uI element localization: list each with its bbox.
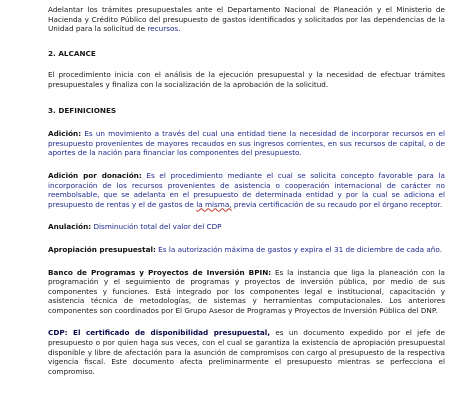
definition-term: Anulación: xyxy=(48,222,92,232)
definition-apropiacion-presupuestal xyxy=(48,245,445,255)
alcance-paragraph: El procedimiento inicia con el análisis de la ejecución presupuestal y la necesidad de efectuar trámites presupuestales y finaliza con la socialización de la aprobación de la solicitud. xyxy=(48,70,445,89)
definition-bpin xyxy=(48,268,445,316)
definition-text: Es el procedimiento mediante el cual se solicita concepto favorable para la incorporación de los recursos provenientes de asistencia o cooperación internacional de carácter no reembolsable, que se adelanta en el presupuesto de determinada entidad y por la cual se adiciona el presupuesto de rentas y el de gastos de xyxy=(48,170,445,209)
definition-text: Es la autorización máxima de gastos y expira el 31 de diciembre de cada año. xyxy=(155,244,443,254)
definition-anulacion xyxy=(48,222,445,232)
definition-text: es un documento expedido por el jefe de presupuesto o por quien haga sus veces, con el cual se garantiza la existencia de apropiación presupuestal disponible y libre de afectación para la asunción de compromisos con cargo al presupuesto de la respectiva vigencia fiscal. Este documento afecta preliminarmente el presupuesto mientras se perfecciona el compromiso. xyxy=(48,328,445,376)
document-page xyxy=(48,0,445,376)
definition-term: Apropiación presupuestal: xyxy=(48,244,156,254)
spellcheck-flagged-text: la misma, xyxy=(196,199,232,209)
definition-cdp xyxy=(48,328,445,376)
definition-adicion-por-donacion xyxy=(48,171,445,209)
definition-text: Disminución total del valor del CDP xyxy=(91,222,222,232)
section-heading-definiciones: 3. DEFINICIONES xyxy=(48,105,117,115)
intro-text-end: recursos. xyxy=(147,24,181,34)
definition-term: Banco de Programas y Proyectos de Inversión BPIN: xyxy=(48,267,272,277)
definition-term: Adición por donación: xyxy=(48,170,142,180)
definition-term: Adición: xyxy=(48,129,82,139)
intro-text: Adelantar los trámites presupuestales ante el Departamento Nacional de Planeación y el Ministerio de Hacienda y Crédito Público del presupuesto de gastos identificados y solicitados por las dependencias de la Unidad para la solicitud de xyxy=(48,5,445,34)
definition-adicion xyxy=(48,129,445,158)
intro-paragraph xyxy=(48,0,445,34)
section-heading-alcance: 2. ALCANCE xyxy=(48,48,96,58)
definition-text-end: previa certificación de su recaudo por el órgano receptor. xyxy=(231,199,443,209)
definition-text: Es un movimiento a través del cual una entidad tiene la necesidad de incorporar recursos en el presupuesto provenientes de mayores recaudos en sus ingresos corrientes, en sus recursos de capital, o de aportes de la nación para financiar los componentes del presupuesto. xyxy=(48,129,445,158)
definition-text: Es la instancia que liga la planeación con la programación y el seguimiento de programas y proyectos de inversión pública, por medio de sus componentes y funciones. Está integrado por los componentes legal e institucional, capacitación y asistencia técnica de metodologías, de sistemas y herramientas computacionales. Los anteriores componentes son coordinados por El Grupo Asesor de Programas y Proyectos de Inversión Pública del DNP. xyxy=(48,267,445,315)
definition-term: CDP: El certificado de disponibilidad presupuestal, xyxy=(48,328,271,338)
